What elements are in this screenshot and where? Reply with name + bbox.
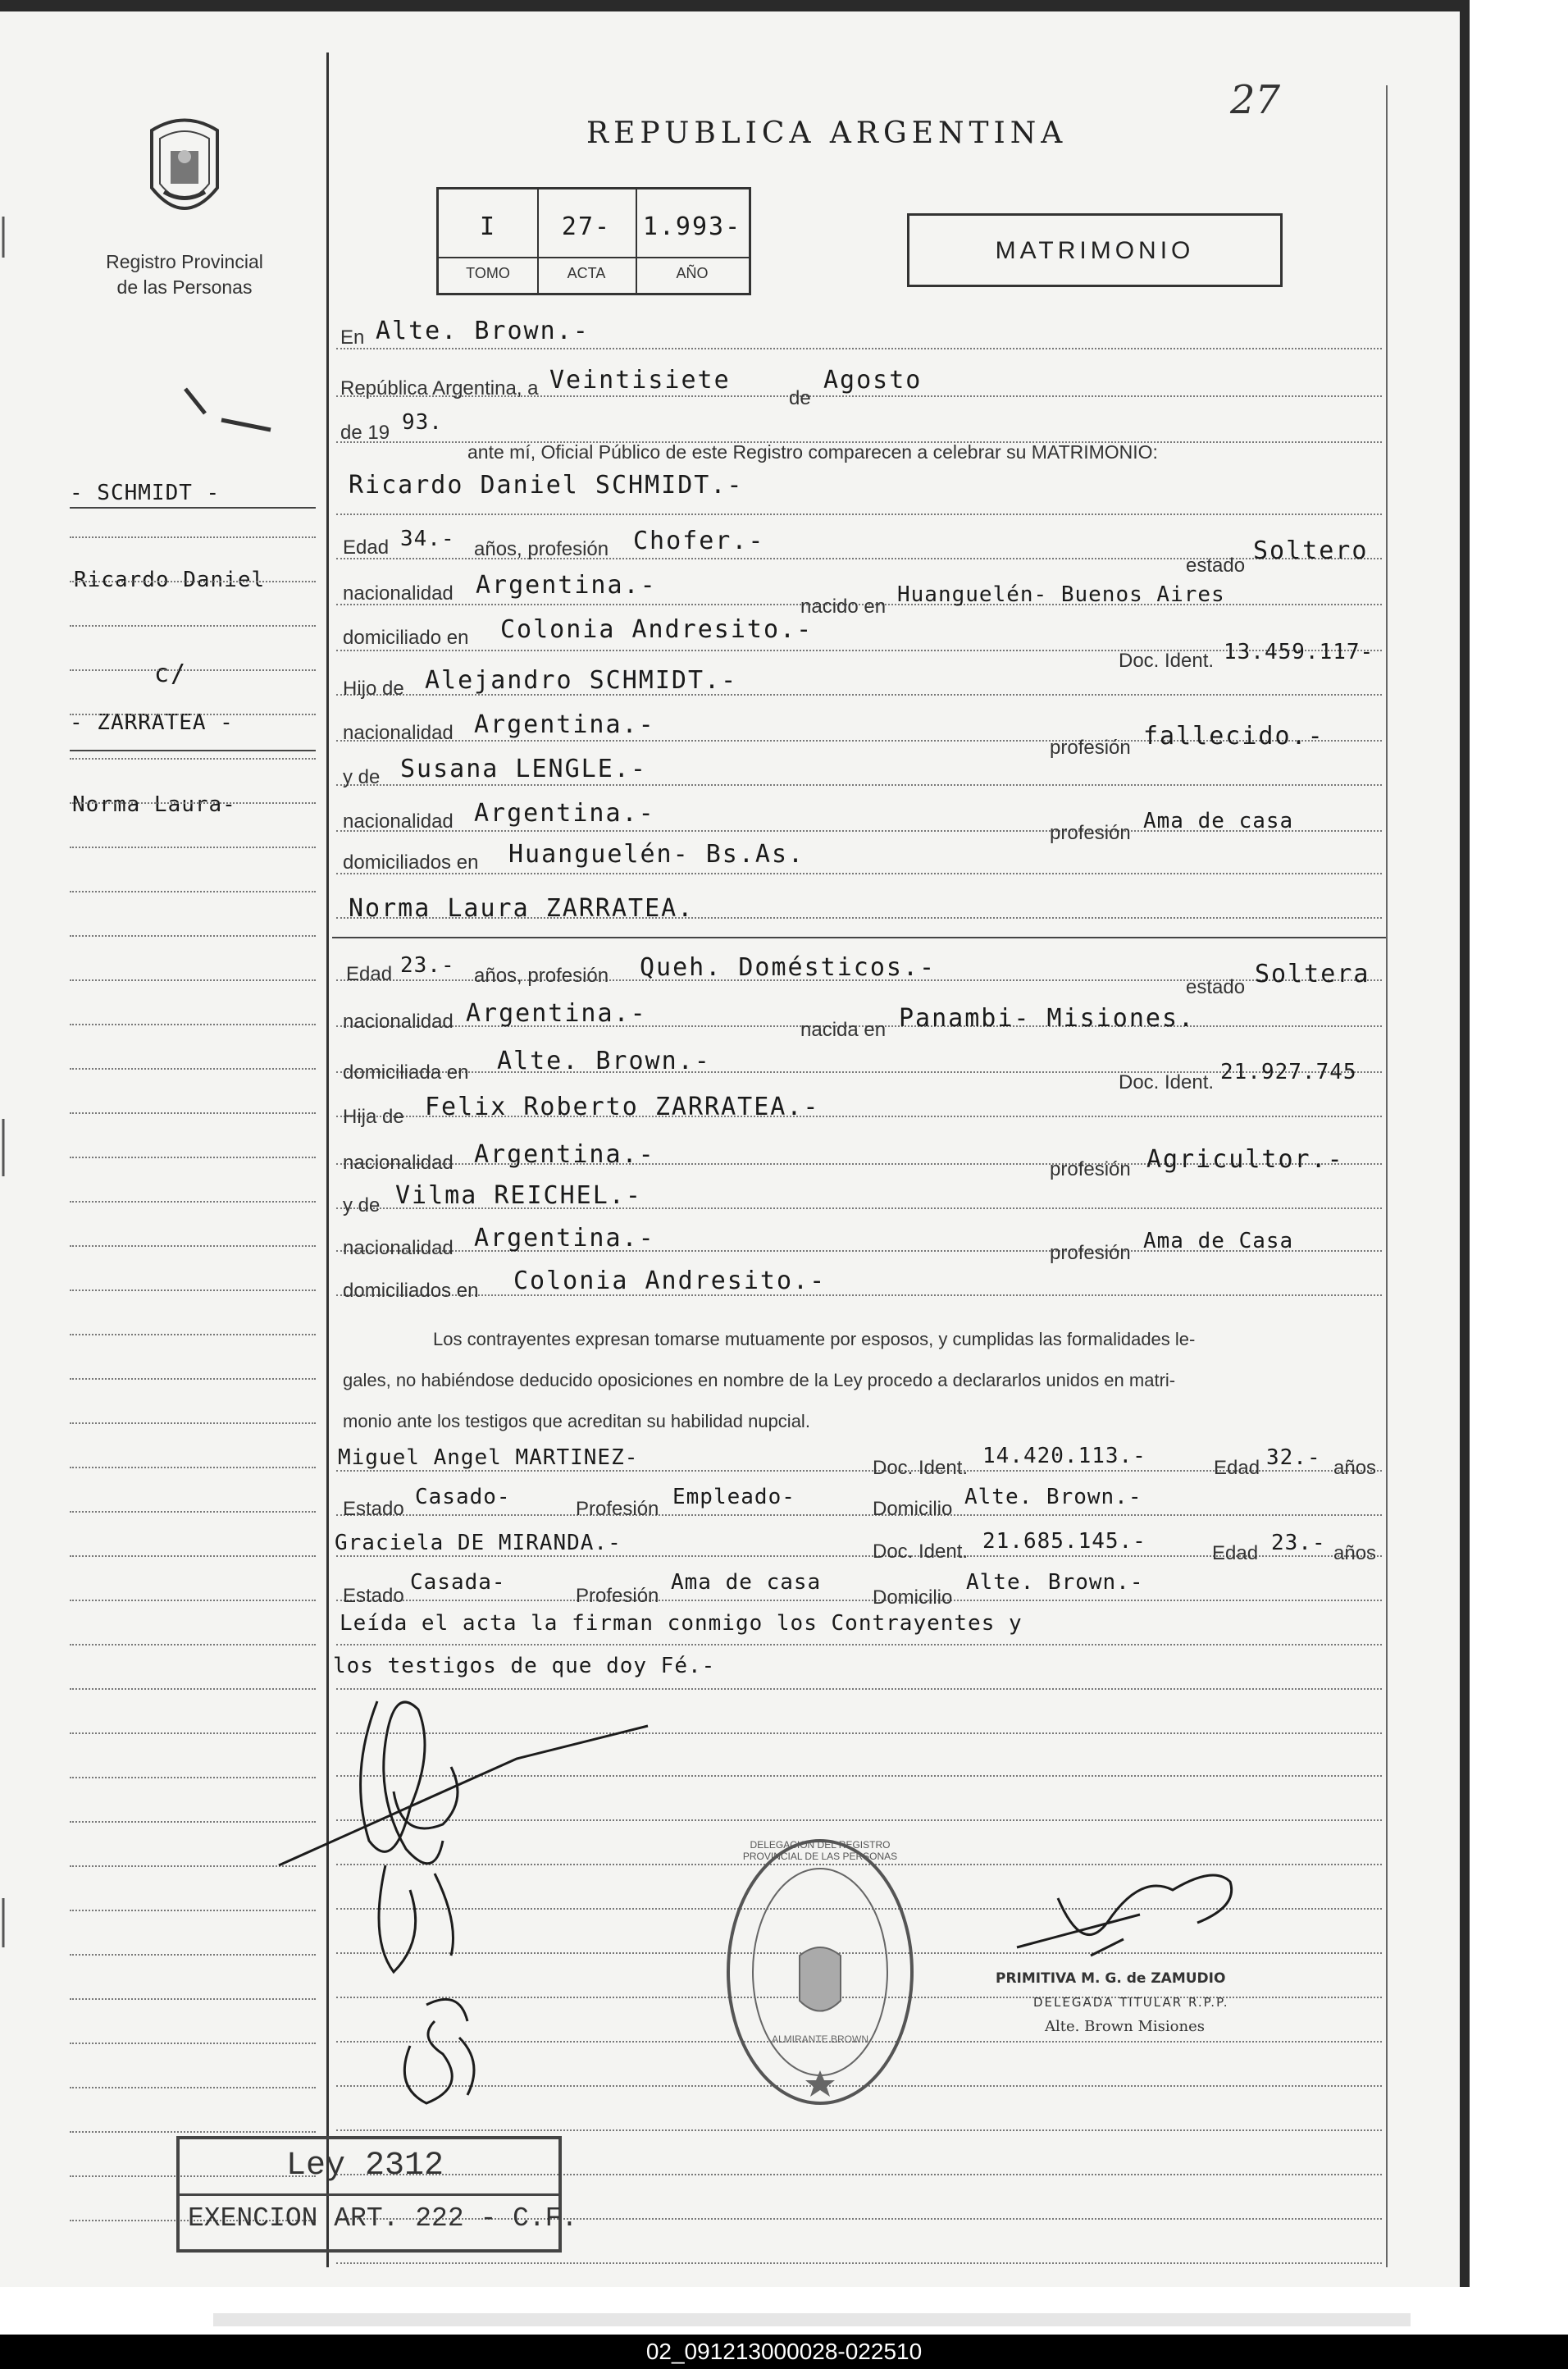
witness2-estado-label: Estado <box>343 1585 404 1607</box>
bride-father: Felix Roberto ZARRATEA.- <box>425 1093 820 1121</box>
margin-guide-line <box>70 891 316 892</box>
closing-line-2: los testigos de que doy Fé.- <box>333 1654 716 1678</box>
signature-witness <box>404 2021 474 2103</box>
witness2-edad-label: Edad <box>1212 1542 1259 1564</box>
signature-bride <box>379 1865 454 1972</box>
registry-line-2: de las Personas <box>116 276 253 298</box>
guide-line <box>336 1294 1382 1296</box>
guide-line <box>336 873 1382 874</box>
witness1-estado-label: Estado <box>343 1498 404 1520</box>
bride-father-nat: Argentina.- <box>474 1140 655 1169</box>
margin-line-1 <box>70 507 316 509</box>
bride-doc: 21.927.745 <box>1220 1060 1357 1084</box>
groom-profession: Chofer.- <box>633 527 765 555</box>
place-value: Alte. Brown.- <box>376 317 590 345</box>
act-type-label: MATRIMONIO <box>995 237 1195 264</box>
margin-guide-line <box>70 669 316 671</box>
witness2-domicile: Alte. Brown.- <box>966 1570 1144 1595</box>
margin-guide-line <box>70 758 316 760</box>
margin-guide-line <box>70 935 316 937</box>
bride-age: 23.- <box>400 953 455 978</box>
witness1-domicile: Alte. Brown.- <box>964 1485 1142 1509</box>
law-stamp-line-1: Ley 2312 <box>286 2148 444 2184</box>
bride-hija-label: Hija de <box>343 1106 404 1128</box>
groom-father-prof: fallecido.- <box>1143 722 1324 751</box>
margin-guide-line <box>70 581 316 582</box>
margin-guide-line <box>70 1112 316 1114</box>
margin-guide-line <box>70 1289 316 1291</box>
margin-surname-2: - ZARRATEA - <box>70 710 234 735</box>
bride-birthplace: Panambi- Misiones. <box>899 1004 1196 1033</box>
guide-line <box>336 784 1382 786</box>
witness1-name: Miguel Angel MARTINEZ- <box>338 1445 639 1470</box>
witness1-prof-label: Profesión <box>576 1498 659 1520</box>
bride-estado: Soltera <box>1255 960 1370 988</box>
guide-line <box>336 1514 1382 1516</box>
groom-mother-nat-label: nacionalidad <box>343 810 454 833</box>
guide-line <box>336 514 1382 515</box>
groom-birthplace: Huanguelén- Buenos Aires <box>897 582 1225 607</box>
republic-label: República Argentina, a <box>340 377 539 399</box>
witness2-anos-label: años <box>1333 1542 1377 1564</box>
witness2-profession: Ama de casa <box>671 1570 822 1595</box>
groom-doc-label: Doc. Ident. <box>1119 650 1215 672</box>
groom-estado-label: estado <box>1186 555 1246 577</box>
box-divider-h <box>439 257 749 258</box>
ante-text: ante mí, Oficial Público de este Registro comparecen a celebrar su MATRIMONIO: <box>467 441 1158 463</box>
law-stamp-divider <box>180 2193 558 2196</box>
witness1-dom-label: Domicilio <box>873 1498 953 1520</box>
law-stamp <box>176 2136 578 2253</box>
margin-guide-line <box>70 979 316 981</box>
day-value: Veintisiete <box>549 366 731 395</box>
margin-guide-line <box>70 1467 316 1468</box>
margin-surname-1: - SCHMIDT - <box>70 481 221 505</box>
witness1-edad-label: Edad <box>1214 1457 1260 1479</box>
bride-nationality: Argentina.- <box>466 999 647 1028</box>
groom-name: Ricardo Daniel SCHMIDT.- <box>349 471 744 500</box>
signature-witness-2 <box>426 1999 467 2021</box>
groom-nationality: Argentina.- <box>476 571 657 600</box>
bride-mother-prof-label: profesión <box>1050 1242 1131 1264</box>
round-stamp <box>722 1833 918 2111</box>
margin-guide-line <box>70 1201 316 1203</box>
groom-parents-dom: Huanguelén- Bs.As. <box>508 840 805 869</box>
bride-father-prof-label: profesión <box>1050 1158 1131 1180</box>
margin-guide-line <box>70 1600 316 1601</box>
groom-estado: Soltero <box>1253 536 1369 565</box>
witness1-doc-label: Doc. Ident. <box>873 1457 969 1479</box>
bride-nacida-label: nacida en <box>800 1019 887 1041</box>
margin-given-2: Norma Laura- <box>72 792 236 817</box>
law-stamp-line-2: EXENCION ART. 222 - C.F. <box>188 2203 578 2234</box>
groom-parents-dom-label: domiciliados en <box>343 851 479 874</box>
bride-parents-dom: Colonia Andresito.- <box>513 1267 827 1295</box>
bride-estado-label: estado <box>1186 976 1246 998</box>
year-suffix: 93. <box>402 410 443 435</box>
acta-value: 27- <box>561 212 612 241</box>
declaration-line-2: gales, no habiéndose deducido oposiciones en nombre de la Ley procedo a declararlos unidos en matri- <box>343 1370 1176 1390</box>
groom-mother-prof-label: profesión <box>1050 822 1131 844</box>
groom-domicile: Colonia Andresito.- <box>500 615 814 644</box>
margin-guide-line <box>70 1511 316 1513</box>
groom-doc: 13.459.117- <box>1224 640 1374 664</box>
round-stamp-text: DELEGACION DEL REGISTRO PROVINCIAL DE LAS PERSONAS <box>742 1839 898 1862</box>
groom-edad-label: Edad <box>343 536 390 559</box>
official-office: Alte. Brown Misiones <box>1045 2018 1205 2035</box>
witness1-doc: 14.420.113.- <box>982 1444 1146 1468</box>
groom-nac-label: nacionalidad <box>343 582 454 605</box>
scan-edge-strip <box>213 2313 1411 2326</box>
signature-groom-2 <box>394 1767 458 1828</box>
year-prefix: de 19 <box>340 422 390 444</box>
groom-hijo-label: Hijo de <box>343 678 404 700</box>
bride-doc-label: Doc. Ident. <box>1119 1071 1215 1093</box>
margin-guide-line <box>70 625 316 627</box>
bride-profession: Queh. Domésticos.- <box>640 953 937 982</box>
margin-guide-line <box>70 1157 316 1158</box>
bride-father-prof: Agricultor.- <box>1146 1145 1344 1174</box>
groom-dom-label: domiciliado en <box>343 627 469 649</box>
witness2-estado: Casada- <box>410 1570 506 1595</box>
bride-mother-prof: Ama de Casa <box>1143 1229 1294 1253</box>
right-rule <box>1386 85 1388 2267</box>
round-stamp-inner: ALMIRANTE BROWN <box>771 2034 868 2045</box>
bride-parents-dom-label: domiciliados en <box>343 1280 479 1302</box>
month-value: Agosto <box>823 366 923 395</box>
bride-mother-nat: Argentina.- <box>474 1224 655 1253</box>
bride-separator <box>332 937 1386 938</box>
witness2-name: Graciela DE MIRANDA.- <box>335 1531 622 1555</box>
bride-mother-nat-label: nacionalidad <box>343 1237 454 1259</box>
guide-line <box>336 2262 1382 2264</box>
witness2-prof-label: Profesión <box>576 1585 659 1607</box>
witness1-age: 32.- <box>1266 1445 1321 1470</box>
groom-nacido-label: nacido en <box>800 596 887 618</box>
declaration-line-1: Los contrayentes expresan tomarse mutuamente por esposos, y cumplidas las formalidades le- <box>433 1329 1196 1349</box>
en-label: En <box>340 326 365 349</box>
bride-dom-label: domiciliada en <box>343 1061 469 1084</box>
guide-line <box>336 1644 1382 1646</box>
margin-guide-line <box>70 847 316 848</box>
margin-guide-line <box>70 714 316 715</box>
margin-line-2 <box>70 750 316 751</box>
witness2-age: 23.- <box>1271 1531 1326 1555</box>
bride-anos-prof-label: años, profesión <box>474 965 609 987</box>
declaration-line-3: monio ante los testigos que acreditan su habilidad nupcial. <box>343 1411 810 1431</box>
country-title: REPUBLICA ARGENTINA <box>586 116 1068 150</box>
groom-father: Alejandro SCHMIDT.- <box>425 666 738 695</box>
margin-guide-line <box>70 1555 316 1557</box>
witness2-doc-label: Doc. Ident. <box>873 1541 969 1563</box>
groom-father-nat: Argentina.- <box>474 710 655 739</box>
groom-mother-nat: Argentina.- <box>474 799 655 828</box>
guide-line <box>336 1600 1382 1601</box>
file-name-bar: 02_091213000028-022510 <box>0 2335 1568 2369</box>
bride-mother: Vilma REICHEL.- <box>395 1181 642 1210</box>
witness2-dom-label: Domicilio <box>873 1586 953 1609</box>
witness1-estado: Casado- <box>415 1485 511 1509</box>
margin-guide-line <box>70 1644 316 1646</box>
signature-official <box>1017 1875 1232 1956</box>
page-number: 27 <box>1230 77 1281 123</box>
tomo-value: I <box>479 212 497 241</box>
closing-line-1: Leída el acta la firman conmigo los Contrayentes y <box>340 1611 1023 1636</box>
groom-age: 34.- <box>400 527 455 551</box>
tomo-label: TOMO <box>466 265 510 281</box>
groom-mother: Susana LENGLE.- <box>400 755 647 783</box>
witness1-anos-label: años <box>1333 1457 1377 1479</box>
month-de-label: de <box>789 387 811 409</box>
groom-yde-label: y de <box>343 766 381 788</box>
ano-label: AÑO <box>676 265 709 281</box>
registry-line-1: Registro Provincial <box>106 251 263 272</box>
register-number-box <box>436 187 751 295</box>
groom-anos-prof-label: años, profesión <box>474 538 609 560</box>
provincial-seal-icon <box>139 114 230 237</box>
groom-father-prof-label: profesión <box>1050 737 1131 759</box>
bride-edad-label: Edad <box>346 963 393 985</box>
groom-father-nat-label: nacionalidad <box>343 722 454 744</box>
official-role: DELEGADA TITULAR R.P.P. <box>1033 1995 1229 2010</box>
ano-value: 1.993- <box>642 212 742 241</box>
margin-guide-line <box>70 1334 316 1335</box>
act-type-box <box>907 213 1283 287</box>
margin-guide-line <box>70 1378 316 1380</box>
bride-nac-label: nacionalidad <box>343 1011 454 1033</box>
margin-guide-line <box>70 1068 316 1070</box>
signature-stroke-diagonal <box>279 1726 648 1865</box>
margin-guide-line <box>70 802 316 804</box>
smudge-mark <box>185 389 271 430</box>
margin-guide-line <box>70 1024 316 1025</box>
margin-conj: c/ <box>154 660 188 688</box>
witness2-doc: 21.685.145.- <box>982 1529 1146 1554</box>
official-name: PRIMITIVA M. G. de ZAMUDIO <box>996 1970 1226 1987</box>
bride-father-nat-label: nacionalidad <box>343 1152 454 1174</box>
guide-line <box>336 348 1382 349</box>
bride-name: Norma Laura ZARRATEA. <box>349 894 695 923</box>
margin-guide-line <box>70 1422 316 1424</box>
bride-yde-label: y de <box>343 1194 381 1216</box>
margin-guide-line <box>70 1245 316 1247</box>
margin-given-1: Ricardo Daniel <box>74 568 266 592</box>
margin-guide-line <box>70 536 316 538</box>
groom-mother-prof: Ama de casa <box>1143 809 1294 833</box>
bride-domicile: Alte. Brown.- <box>497 1047 711 1075</box>
signature-groom <box>361 1701 443 1864</box>
acta-label: ACTA <box>567 265 606 281</box>
witness1-profession: Empleado- <box>672 1485 795 1509</box>
